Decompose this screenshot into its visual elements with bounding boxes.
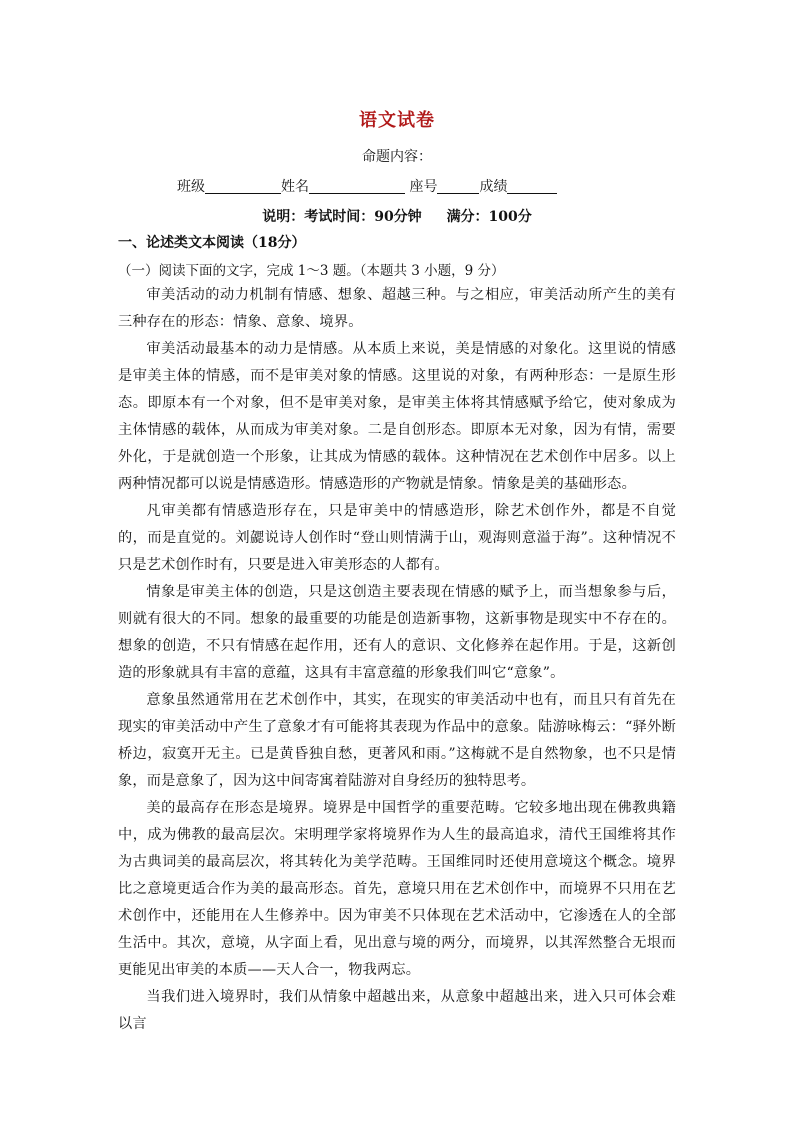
reading-passage	[118, 282, 676, 1038]
section-instruction: （一）阅读下面的文字，完成 1～3 题。（本题共 3 小题，9 分）	[118, 263, 505, 279]
seat-blank[interactable]	[437, 178, 479, 194]
student-info-line	[177, 176, 557, 196]
passage-paragraph: 美的最高存在形态是境界。境界是中国哲学的重要范畴。它较多地出现在佛教典籍中，成为佛教的最高层次。宋明理学家将境界作为人生的最高追求，清代王国维将其作为古典词美的最高层次，将其转化为美学范畴。王国维同时还使用意境这个概念。境界比之意境更适合作为美的最高形态。首先，意境只用在艺术创作中，而境界不只用在艺术创作中，还能用在人生修养中。因为审美不只体现在艺术活动中，它渗透在人的全部生活中。其次，意境，从字面上看，见出意与境的两分，而境界，以其浑然整合无垠而更能见出审美的本质——天人合一，物我两忘。	[118, 800, 676, 978]
passage-paragraph: 当我们进入境界时，我们从情象中超越出来，从意象中超越出来，进入只可体会难以言	[118, 989, 676, 1032]
passage-paragraph: 凡审美都有情感造形存在，只是审美中的情感造形，除艺术创作外，都是不自觉的，而是直觉的。刘勰说诗人创作时“登山则情满于山，观海则意溢于海”。这种情况不只是艺术创作时有，只要是进入审美形态的人都有。	[118, 503, 676, 573]
exam-full-score: 满分：100分	[446, 209, 532, 225]
score-label: 成绩	[479, 179, 508, 195]
page-title: 语文试卷	[359, 110, 435, 131]
name-label: 姓名	[281, 179, 309, 195]
seat-label: 座号	[409, 179, 438, 195]
exam-note	[0, 206, 794, 226]
passage-paragraph: 审美活动最基本的动力是情感。从本质上来说，美是情感的对象化。这里说的情感是审美主体的情感，而不是审美对象的情感。这里说的对象，有两种形态：一是原生形态。即原本有一个对象，但不是审美对象，是审美主体将其情感赋予给它，使对象成为主体情感的载体，从而成为审美对象。二是自创形态。即原本无对象，因为有情，需要外化，于是就创造一个形象，让其成为情感的载体。这种情况在艺术创作中居多。以上两种情况都可以说是情感造形。情感造形的产物就是情象。情象是美的基础形态。	[118, 341, 676, 492]
subtitle: 命题内容：	[362, 149, 432, 165]
class-blank[interactable]	[205, 178, 281, 194]
class-label: 班级	[177, 179, 205, 195]
exam-time: 说明：考试时间：90分钟	[262, 209, 422, 225]
name-blank[interactable]	[309, 178, 405, 194]
passage-paragraph: 情象是审美主体的创造，只是这创造主要表现在情感的赋予上，而当想象参与后，则就有很大的不同。想象的最重要的功能是创造新事物，这新事物是现实中不存在的。想象的创造，不只有情感在起作用，还有人的意识、文化修养在起作用。于是，这新创造的形象就具有丰富的意蕴，这具有丰富意蕴的形象我们叫它“意象”。	[118, 584, 676, 681]
score-blank[interactable]	[507, 178, 557, 194]
section-heading: 一、论述类文本阅读（18分）	[118, 235, 306, 251]
passage-paragraph: 审美活动的动力机制有情感、想象、超越三种。与之相应，审美活动所产生的美有三种存在的形态：情象、意象、境界。	[118, 287, 676, 330]
passage-paragraph: 意象虽然通常用在艺术创作中，其实，在现实的审美活动中也有，而且只有首先在现实的审美活动中产生了意象才有可能将其表现为作品中的意象。陆游咏梅云：“驿外断桥边，寂寞开无主。已是黄昏独自愁，更著风和雨。”这梅就不是自然物象，也不只是情象，而是意象了，因为这中间寄寓着陆游对自身经历的独特思考。	[118, 692, 676, 789]
